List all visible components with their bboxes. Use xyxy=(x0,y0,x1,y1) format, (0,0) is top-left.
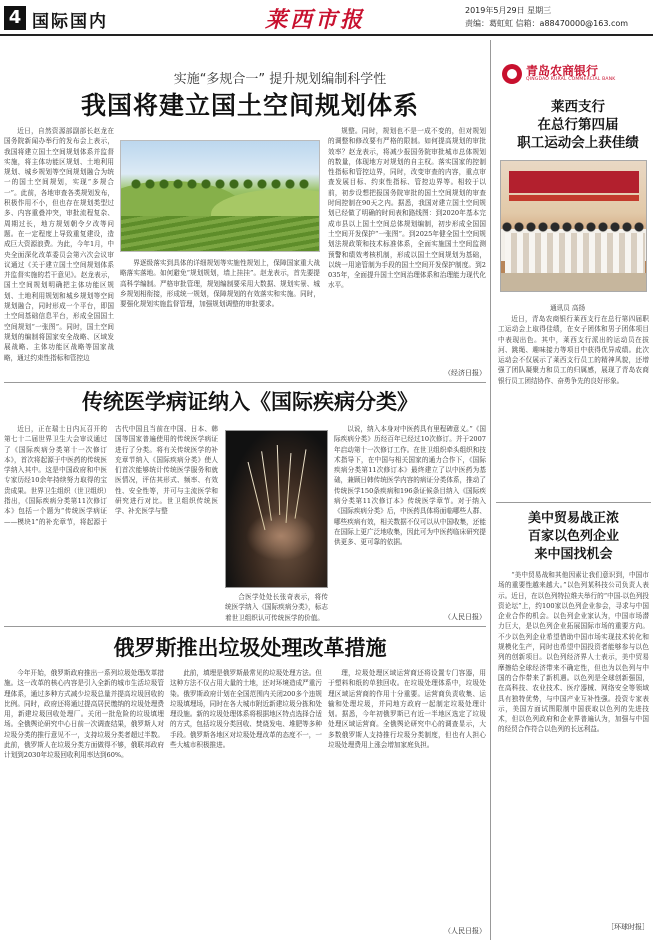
right-column xyxy=(494,40,653,945)
bank-logo-icon xyxy=(502,64,522,84)
acupuncture-photo xyxy=(225,430,328,588)
newspaper-masthead: 莱西市报 xyxy=(264,7,365,33)
story2-column-2: 合医学处处长张奇表示，将传统医学纳入《国际疾病分类》，标志着世卫组织认可传统医学的价值。 xyxy=(225,593,328,622)
award-ceremony-photo xyxy=(500,160,647,292)
story3-column-1: 今年开始，俄罗斯政府推出一系列垃圾处理改革措施。这一改革的核心内容是引入全新的城市生活垃圾管理体系，通过多种方式减少垃圾总量并提高垃圾回收的比例。同时，政府还将通过提高居民缴纳的垃圾处理费用，新建垃圾回收处理厂。关闭一批危险的垃圾填埋场。全俄舆论研究中心日前一次调查结果，俄罗斯人对垃圾分类的推行意见不一，支持垃圾分类者超过半数。此前，俄罗斯人在垃圾分类方面做得不够，俄联邦政府计划到2030年垃圾回收利用率达到60%。 xyxy=(4,669,164,760)
story2-column-1: 近日，正在瑞士日内瓦召开的第七十二届世界卫生大会审议通过了《国际疾病分类第十一次修订本》，首次将起源于中医药的传统医学纳入其中。这是中国政府和中医专家历经10余年持续努力取得的宝贵成果。世界卫生组织（世卫组织）指出，《国际疾病分类第11次修订本》包括一个题为“传统医学病证——模块1”的补充章节，将起源于古代中国且当前在中国、日本、韩国等国家普遍使用的传统医学病证进行了分类。将有关传统医学的补充章节纳入《国际疾病分类》使人们首次能够统计传统医学服务和就医情况，评估其形式、频率、有效性、安全性等，并可与主流医学和研究进行对比。世卫组织传统医学、补充医学与整 xyxy=(4,425,218,526)
ad-body-text: 近日，青岛农商银行莱西支行在总行第四届职工运动会上取得佳绩，在女子团体和男子团体项目中表现出色。其中，莱西支行派出的运动员在拔河、跳绳、趣味接力等项目中获得优异成绩。此次运动会不仅展示了莱西支行员工的精神风貌，还增强了团队凝聚力和员工的归属感，展现了青岛农商银行员工团结协作、奋勇争先的良好形象。 xyxy=(498,315,649,385)
photo-credit: 通讯员 高扬 xyxy=(550,304,586,312)
story2-source: （人民日报） xyxy=(444,613,486,621)
column-divider xyxy=(490,40,491,940)
story2-column-3: 以说，纳入本身对中医药具有里程碑意义。”《国际疾病分类》历经百年已经过10次修订。并于2007年启动第十一次修订工作。在世卫组织牵头组织和技术指导下，在中国与相关国家的通力合作下，《国际疾病分类第11次修订本》最终建立了以中医药为基础，兼顾日韩传统医学内容的病证分类体系，推动了传统医学150条疾病和196条证候条目纳入《国际疾病分类第11次修订本》传统医学章节。对于纳入《国际疾病分类》后，中医药具体将面临哪些人群、哪些疾病有效，相关数据不仅可以从中国收集，还能在国际上更广泛地收集，因此可为中医药临床研究提供更多、更可靠的依据。 xyxy=(334,425,486,547)
story1-column-2: 界逐级落实到具体的详细规划等实施性规划上，保障国家重大战略落实落地。如何避免“规划规划，墙上挂挂”。赵龙表示，首先要提高科学编制。严格审批管理，规划编制要采用大数据、规划实景、城乡规划相衔接，形成统一规划，保障规划的有效落实和实施。同时，要强化规划实施监督管理，加强规划调整的审批要求。 xyxy=(120,259,320,309)
story1-source: （经济日报） xyxy=(444,369,486,377)
section-divider xyxy=(4,382,486,383)
publish-date: 2019年5月29日 星期三 xyxy=(465,6,552,15)
story3-headline: 俄罗斯推出垃圾处理改革措施 xyxy=(113,636,387,660)
section-title: 国际国内 xyxy=(32,12,108,32)
israel-story-headline: 美中贸易战正浓 百家以色列企业 来中国找机会 xyxy=(527,511,619,562)
section-divider xyxy=(4,626,486,627)
story3-source: （人民日报） xyxy=(444,927,486,935)
page-header xyxy=(0,0,653,36)
section-divider xyxy=(496,502,651,503)
story1-column-1: 近日，自然资源部副部长赵龙在国务院新闻办举行的发布会上表示，我国将建立国土空间规划体系并监督实施，将主体功能区规划、土地利用规划、城乡规划等空间规划融合为统一的国土空间规划，实现“多规合一”。此前，各地审查各类规划发布，积极作用不小，但也存在规划类型过多、内容重叠冲突，审批流程复杂、周期过长，地方规划朝令夕改等问题。在一定程度上导致重复建设，造成巨大资源浪费。为此，今年1月，中央全面深化改革委员会第六次会议审议通过《关于建立国土空间规划体系并监督实施的若干意见》。赵龙表示，国土空间规划明确把主体功能区规划、土地利用规划和城乡规划等空间规划融合，同时形成一个平台，即国土空间基础信息平台，形成全国国土空间规划“一张图”。同时，国土空间规划的编制将国家安全战略、区域发展战略、主体功能区战略等国家战略，通过约束性指标和管控边 xyxy=(4,127,114,362)
bank-name: 青岛农商银行 xyxy=(526,64,599,78)
story3-column-3: 理，垃圾处理区域运营商还将设置专门容器，用于塑料和纸的单独回收。在垃圾处理体系中，垃圾处理区域运营商的作用十分重要。运营商负责收集、运输和处理垃圾，并同地方政府一起制定垃圾处理计划。据悉，今年初俄罗斯已有近一半地区选定了垃圾处理区域运营商。全俄舆论研究中心的调查显示，大多数俄罗斯人支持推行垃圾分类制度，但也有人担心垃圾处理费用上涨会增加家庭负担。 xyxy=(328,669,486,750)
story1-kicker: 实施“多规合一” 提升规划编制科学性 xyxy=(173,72,387,87)
farmland-photo xyxy=(120,140,320,252)
story2-headline: 传统医学病证纳入《国际疾病分类》 xyxy=(82,390,418,414)
page-number: 4 xyxy=(4,6,26,30)
israel-story-source: ［环球时报］ xyxy=(607,923,649,931)
dateline xyxy=(465,4,645,30)
ad-headline: 莱西支行 在总行第四届 职工运动会上获佳绩 xyxy=(517,99,639,151)
bank-name-english: QINGDAO RURAL COMMERCIAL BANK xyxy=(526,77,616,82)
story1-headline: 我国将建立国土空间规划体系 xyxy=(80,91,419,120)
story3-column-2: 此前，填埋是俄罗斯最常见的垃圾处理方法。但这种方法不仅占用大量的土地，还对环境造成严重污染。俄罗斯政府计划在全国范围内关闭200多个违规垃圾填埋场，同时在各大城市附近新建垃圾分拣和处理设施。新的垃圾处理体系将根据地区特点选择合适的方式，包括垃圾分类回收、焚烧发电、堆肥等多种手段。俄罗斯各地区对垃圾处理改革的态度不一，一些大城市积极推进。 xyxy=(170,669,322,750)
bank-logo xyxy=(502,62,652,86)
story1-column-3: 规整。同时，规划也不是一成不变的，但对规划的调整和修改要有严格的限制。如何提高规划的审批效率？赵龙表示，将减少报国务院审批城市总体规划的数量，体现地方对规划的自主权。落实国家的控制性指标和管控边界，同时，改变审查的内容，重点审查发展目标、约束性指标、管控边界等。相较于以前，初步设想把报国务院审批的国土空间规划的审查时间控制在90天之内。据悉，我国对建立国土空间规划已经做了明确的时间表和路线图：到2020年基本完成市县以上国土空间总体规划编制，初步形成全国国土空间开发保护“一张图”。到2025年健全国土空间规划法规政策和技术标准体系，全面实施国土空间监测预警和绩效考核机制，形成以国土空间规划为基础，以统一用途管制为手段的国土空间开发保护制度。到2035年，全面提升国土空间治理体系和治理能力现代化水平。 xyxy=(328,127,486,290)
israel-story-text: “美中贸易战和其他因素让我们意识到，中国市场的重要性越来越大。”以色列某科技公司负责人表示。近日，在以色列特拉维夫举行的“中国-以色列投资论坛”上，约100家以色列企业参会，寻求与中国企业合作的机会。以色列企业家认为，中国市场潜力巨大，是以色列企业拓展国际市场的重要方向。不少以色列企业希望借助中国市场实现技术转化和规模化生产，同时也希望中国投资者能够参与以色列的创新项目。以色列经济界人士表示，美中贸易摩擦给全球经济带来不确定性，但也为以色列与中国的合作带来了新机遇。以色列是全球创新强国，在高科技、农业技术、医疗器械、网络安全等领域具有独特优势，与中国产业互补性强。投资专家表示，美国方面试图限制中国获取以色列的先进技术，但以色列政府和企业界普遍认为，加强与中国的经贸合作符合以色列的长远利益。 xyxy=(498,571,649,734)
editor-info: 责编：葛虹虹 信箱：a88470000@163.com xyxy=(465,19,629,28)
